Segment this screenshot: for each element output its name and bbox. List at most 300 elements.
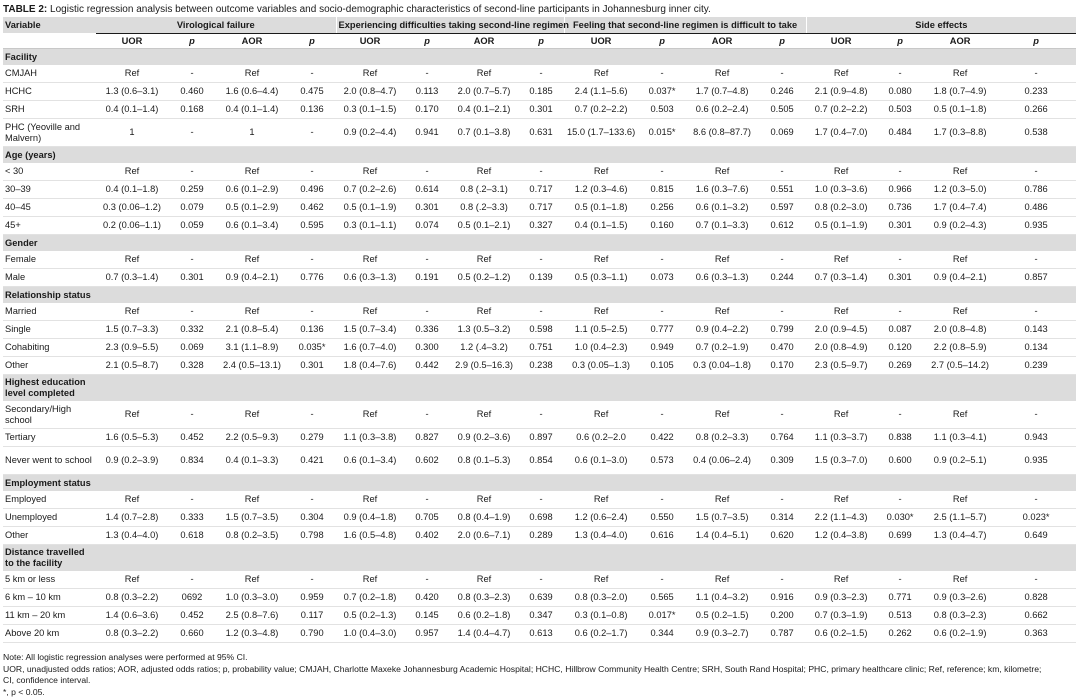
- p-value-cell: -: [638, 401, 686, 429]
- row-label: Unemployed: [3, 509, 96, 527]
- p-value-cell: 0.503: [876, 101, 924, 119]
- p-value-cell: 0.959: [288, 589, 336, 607]
- p-value-cell: -: [404, 571, 450, 589]
- table-notes: [3, 652, 1076, 698]
- p-value-cell: 0.309: [758, 447, 806, 475]
- p-value-cell: 0.256: [638, 199, 686, 217]
- odds-ratio-cell: 0.9 (0.4–1.8): [336, 509, 404, 527]
- odds-ratio-cell: 0.9 (0.4–2.2): [686, 321, 758, 339]
- table-row: [3, 589, 1076, 607]
- note-significance: *, p < 0.05.: [3, 687, 1076, 698]
- row-label: Female: [3, 251, 96, 269]
- p-value-cell: 0.484: [876, 119, 924, 147]
- table-caption: [3, 3, 1076, 17]
- odds-ratio-cell: 0.6 (0.1–2.9): [216, 181, 288, 199]
- p-value-cell: 0.145: [404, 607, 450, 625]
- p-value-cell: -: [996, 65, 1076, 83]
- note-ci: Note: All logistic regression analyses were performed at 95% CI.: [3, 652, 1076, 664]
- p-value-cell: 0.344: [638, 625, 686, 643]
- p-value-cell: 0.660: [168, 625, 216, 643]
- p-value-cell: 0.301: [876, 269, 924, 287]
- odds-ratio-cell: 0.8 (0.3–2.0): [564, 589, 638, 607]
- odds-ratio-cell: 2.0 (0.6–7.1): [450, 527, 518, 545]
- p-value-cell: -: [518, 65, 564, 83]
- p-value-cell: 0.551: [758, 181, 806, 199]
- odds-ratio-cell: 2.0 (0.7–5.7): [450, 83, 518, 101]
- odds-ratio-cell: 0.8 (0.2–3.5): [216, 527, 288, 545]
- odds-ratio-cell: 0.6 (0.1–3.2): [686, 199, 758, 217]
- p-value-cell: 0.949: [638, 339, 686, 357]
- table-row: [3, 357, 1076, 375]
- odds-ratio-cell: 0.2 (0.06–1.1): [96, 217, 168, 235]
- odds-ratio-cell: Ref: [450, 163, 518, 181]
- odds-ratio-cell: Ref: [216, 401, 288, 429]
- p-value-cell: 0.239: [996, 357, 1076, 375]
- table-row: [3, 119, 1076, 147]
- odds-ratio-cell: 1.0 (0.4–3.0): [336, 625, 404, 643]
- p-value-cell: -: [758, 571, 806, 589]
- odds-ratio-cell: 1.6 (0.5–4.8): [336, 527, 404, 545]
- p-value-cell: -: [996, 303, 1076, 321]
- p-value-cell: 0.966: [876, 181, 924, 199]
- p-value-cell: 0.513: [876, 607, 924, 625]
- odds-ratio-cell: 1.8 (0.4–7.6): [336, 357, 404, 375]
- p-value-cell: 0.328: [168, 357, 216, 375]
- odds-ratio-cell: 0.8 (0.3–2.2): [96, 625, 168, 643]
- p-value-cell: 0.935: [996, 217, 1076, 235]
- odds-ratio-cell: 0.7 (0.2–1.9): [686, 339, 758, 357]
- p-value-cell: 0.304: [288, 509, 336, 527]
- p-value-cell: -: [638, 571, 686, 589]
- p-value-cell: -: [996, 163, 1076, 181]
- odds-ratio-cell: Ref: [806, 251, 876, 269]
- odds-ratio-cell: 1.4 (0.4–5.1): [686, 527, 758, 545]
- p-value-cell: -: [518, 251, 564, 269]
- odds-ratio-cell: Ref: [924, 571, 996, 589]
- p-value-cell: 0.266: [996, 101, 1076, 119]
- p-value-cell: 0.069: [758, 119, 806, 147]
- p-value-cell: -: [876, 251, 924, 269]
- p-value-cell: -: [876, 571, 924, 589]
- p-value-cell: 0.935: [996, 447, 1076, 475]
- odds-ratio-cell: 1.2 (0.3–4.8): [216, 625, 288, 643]
- odds-ratio-cell: Ref: [806, 401, 876, 429]
- row-label: HCHC: [3, 83, 96, 101]
- p-value-cell: 0.957: [404, 625, 450, 643]
- row-label: Never went to school: [3, 447, 96, 475]
- table-row: [3, 401, 1076, 429]
- odds-ratio-cell: 2.5 (1.1–5.7): [924, 509, 996, 527]
- regression-table: [3, 17, 1076, 643]
- odds-ratio-cell: 0.7 (0.3–1.4): [806, 269, 876, 287]
- section-title-text: Highest education level completed: [5, 377, 95, 399]
- odds-ratio-cell: 2.2 (0.8–5.9): [924, 339, 996, 357]
- odds-ratio-cell: 1.0 (0.3–3.0): [216, 589, 288, 607]
- odds-ratio-cell: 0.9 (0.2–4.3): [924, 217, 996, 235]
- odds-ratio-cell: 0.4 (0.1–1.5): [564, 217, 638, 235]
- p-value-cell: 0.170: [758, 357, 806, 375]
- p-value-cell: -: [758, 163, 806, 181]
- odds-ratio-cell: 1.2 (0.3–4.6): [564, 181, 638, 199]
- p-value-cell: 0.612: [758, 217, 806, 235]
- group-header-experiencing-difficulties: Experiencing difficulties taking second-line regimen: [336, 17, 564, 34]
- odds-ratio-cell: 0.6 (0.1–3.4): [336, 447, 404, 475]
- odds-ratio-cell: 0.5 (0.1–2.1): [450, 217, 518, 235]
- p-value-cell: -: [758, 401, 806, 429]
- section-header-row: [3, 235, 1076, 252]
- odds-ratio-cell: 0.5 (0.2–1.2): [450, 269, 518, 287]
- table-row: [3, 321, 1076, 339]
- subcolumn-header-uor: UOR: [564, 34, 638, 49]
- p-value-cell: 0.764: [758, 429, 806, 447]
- odds-ratio-cell: 1.6 (0.5–5.3): [96, 429, 168, 447]
- odds-ratio-cell: 1.4 (0.6–3.6): [96, 607, 168, 625]
- odds-ratio-cell: 1.6 (0.6–4.4): [216, 83, 288, 101]
- row-label: 5 km or less: [3, 571, 96, 589]
- odds-ratio-cell: 0.7 (0.1–3.3): [686, 217, 758, 235]
- table-row: [3, 607, 1076, 625]
- odds-ratio-cell: 2.5 (0.8–7.6): [216, 607, 288, 625]
- p-value-cell: -: [758, 65, 806, 83]
- table-row: [3, 303, 1076, 321]
- odds-ratio-cell: 1.0 (0.3–3.6): [806, 181, 876, 199]
- group-header-row: [3, 17, 1076, 34]
- odds-ratio-cell: 0.8 (0.2–3.3): [686, 429, 758, 447]
- p-value-cell: 0.269: [876, 357, 924, 375]
- odds-ratio-cell: 0.6 (0.2–1.8): [450, 607, 518, 625]
- group-header-feeling-difficult: Feeling that second-line regimen is difficult to take: [564, 17, 806, 34]
- p-value-cell: 0.023*: [996, 509, 1076, 527]
- odds-ratio-cell: 0.6 (0.1–3.4): [216, 217, 288, 235]
- odds-ratio-cell: 1.5 (0.7–3.4): [336, 321, 404, 339]
- p-value-cell: -: [758, 303, 806, 321]
- odds-ratio-cell: 2.0 (0.8–4.9): [806, 339, 876, 357]
- p-value-cell: 0.333: [168, 509, 216, 527]
- odds-ratio-cell: Ref: [686, 401, 758, 429]
- odds-ratio-cell: 1.2 (.4–3.2): [450, 339, 518, 357]
- p-value-cell: -: [518, 571, 564, 589]
- odds-ratio-cell: Ref: [686, 163, 758, 181]
- odds-ratio-cell: 1: [216, 119, 288, 147]
- section-title-text: Distance travelled to the facility: [5, 547, 95, 569]
- p-value-cell: 0.705: [404, 509, 450, 527]
- p-value-cell: 0.620: [758, 527, 806, 545]
- p-value-cell: 0.505: [758, 101, 806, 119]
- odds-ratio-cell: 0.5 (0.1–1.9): [806, 217, 876, 235]
- p-value-cell: 0.301: [168, 269, 216, 287]
- p-value-cell: 0.279: [288, 429, 336, 447]
- row-label: Male: [3, 269, 96, 287]
- p-value-cell: 0.631: [518, 119, 564, 147]
- odds-ratio-cell: Ref: [216, 65, 288, 83]
- odds-ratio-cell: 1.0 (0.4–2.3): [564, 339, 638, 357]
- p-value-cell: -: [758, 491, 806, 509]
- odds-ratio-cell: Ref: [924, 401, 996, 429]
- p-value-cell: 0.941: [404, 119, 450, 147]
- odds-ratio-cell: 0.9 (0.2–3.9): [96, 447, 168, 475]
- section-title: [3, 545, 1076, 572]
- p-value-cell: 0.897: [518, 429, 564, 447]
- p-value-cell: 0.854: [518, 447, 564, 475]
- odds-ratio-cell: 1.3 (0.4–4.0): [96, 527, 168, 545]
- p-value-cell: 0692: [168, 589, 216, 607]
- section-header-row: [3, 147, 1076, 164]
- p-value-cell: 0.015*: [638, 119, 686, 147]
- table-row: [3, 101, 1076, 119]
- p-value-cell: 0.717: [518, 181, 564, 199]
- subcolumn-header-aor: AOR: [450, 34, 518, 49]
- odds-ratio-cell: Ref: [450, 401, 518, 429]
- p-value-cell: 0.838: [876, 429, 924, 447]
- odds-ratio-cell: 0.3 (0.1–0.8): [564, 607, 638, 625]
- odds-ratio-cell: 2.2 (0.5–9.3): [216, 429, 288, 447]
- p-value-cell: 0.168: [168, 101, 216, 119]
- p-value-cell: -: [518, 163, 564, 181]
- odds-ratio-cell: Ref: [216, 163, 288, 181]
- odds-ratio-cell: 2.0 (0.9–4.5): [806, 321, 876, 339]
- note-abbreviations-cont: CI, confidence interval.: [3, 675, 1076, 687]
- p-value-cell: -: [404, 251, 450, 269]
- odds-ratio-cell: 1.7 (0.3–8.8): [924, 119, 996, 147]
- p-value-cell: 0.301: [404, 199, 450, 217]
- p-value-cell: 0.486: [996, 199, 1076, 217]
- p-value-cell: 0.301: [876, 217, 924, 235]
- p-value-cell: 0.462: [288, 199, 336, 217]
- odds-ratio-cell: Ref: [686, 303, 758, 321]
- table-row: [3, 83, 1076, 101]
- row-label: 11 km – 20 km: [3, 607, 96, 625]
- odds-ratio-cell: 1.1 (0.5–2.5): [564, 321, 638, 339]
- p-value-cell: 0.314: [758, 509, 806, 527]
- odds-ratio-cell: Ref: [686, 251, 758, 269]
- odds-ratio-cell: 0.7 (0.3–1.9): [806, 607, 876, 625]
- p-value-cell: 0.600: [876, 447, 924, 475]
- odds-ratio-cell: 8.6 (0.8–87.7): [686, 119, 758, 147]
- p-value-cell: 0.460: [168, 83, 216, 101]
- p-value-cell: -: [518, 401, 564, 429]
- odds-ratio-cell: 0.7 (0.2–1.8): [336, 589, 404, 607]
- p-value-cell: -: [168, 303, 216, 321]
- p-value-cell: 0.037*: [638, 83, 686, 101]
- odds-ratio-cell: Ref: [336, 401, 404, 429]
- p-value-cell: 0.699: [876, 527, 924, 545]
- odds-ratio-cell: 1.1 (0.3–4.1): [924, 429, 996, 447]
- p-value-cell: 0.017*: [638, 607, 686, 625]
- odds-ratio-cell: 1.2 (0.6–2.4): [564, 509, 638, 527]
- row-label: CMJAH: [3, 65, 96, 83]
- odds-ratio-cell: 1.5 (0.7–3.5): [216, 509, 288, 527]
- p-value-cell: 0.550: [638, 509, 686, 527]
- odds-ratio-cell: Ref: [924, 251, 996, 269]
- table-row: [3, 625, 1076, 643]
- p-value-cell: 0.074: [404, 217, 450, 235]
- odds-ratio-cell: 1.3 (0.6–3.1): [96, 83, 168, 101]
- p-value-cell: -: [876, 303, 924, 321]
- odds-ratio-cell: Ref: [924, 303, 996, 321]
- odds-ratio-cell: 2.1 (0.5–8.7): [96, 357, 168, 375]
- odds-ratio-cell: 1.3 (0.4–4.7): [924, 527, 996, 545]
- p-value-cell: 0.452: [168, 607, 216, 625]
- odds-ratio-cell: Ref: [924, 491, 996, 509]
- odds-ratio-cell: 0.4 (0.1–1.4): [96, 101, 168, 119]
- p-value-cell: 0.496: [288, 181, 336, 199]
- p-value-cell: 0.698: [518, 509, 564, 527]
- odds-ratio-cell: 1.5 (0.7–3.3): [96, 321, 168, 339]
- odds-ratio-cell: Ref: [686, 65, 758, 83]
- odds-ratio-cell: 1.2 (0.3–5.0): [924, 181, 996, 199]
- odds-ratio-cell: 0.7 (0.2–2.2): [806, 101, 876, 119]
- odds-ratio-cell: 2.3 (0.5–9.7): [806, 357, 876, 375]
- p-value-cell: -: [288, 251, 336, 269]
- odds-ratio-cell: 0.9 (0.3–2.3): [806, 589, 876, 607]
- odds-ratio-cell: 0.5 (0.1–1.9): [336, 199, 404, 217]
- p-value-cell: 0.244: [758, 269, 806, 287]
- odds-ratio-cell: Ref: [96, 401, 168, 429]
- subcolumn-header-aor: AOR: [924, 34, 996, 49]
- odds-ratio-cell: 2.4 (1.1–5.6): [564, 83, 638, 101]
- odds-ratio-cell: Ref: [564, 571, 638, 589]
- odds-ratio-cell: 0.5 (0.1–2.9): [216, 199, 288, 217]
- p-value-cell: 0.200: [758, 607, 806, 625]
- table-row: [3, 181, 1076, 199]
- odds-ratio-cell: Ref: [686, 491, 758, 509]
- p-value-cell: 0.834: [168, 447, 216, 475]
- odds-ratio-cell: 0.3 (0.1–1.1): [336, 217, 404, 235]
- odds-ratio-cell: 2.9 (0.5–16.3): [450, 357, 518, 375]
- odds-ratio-cell: 2.2 (1.1–4.3): [806, 509, 876, 527]
- p-value-cell: 0.503: [638, 101, 686, 119]
- odds-ratio-cell: 0.4 (0.06–2.4): [686, 447, 758, 475]
- p-value-cell: 0.538: [996, 119, 1076, 147]
- row-label: PHC (Yeoville and Malvern): [3, 119, 96, 147]
- odds-ratio-cell: Ref: [96, 303, 168, 321]
- p-value-cell: 0.117: [288, 607, 336, 625]
- p-value-cell: -: [518, 491, 564, 509]
- section-header-row: [3, 475, 1076, 492]
- odds-ratio-cell: Ref: [96, 491, 168, 509]
- subcolumn-header-p: p: [404, 34, 450, 49]
- odds-ratio-cell: 0.5 (0.1–1.8): [924, 101, 996, 119]
- table-row: [3, 571, 1076, 589]
- subcolumn-header-blank: [3, 34, 96, 49]
- odds-ratio-cell: Ref: [450, 303, 518, 321]
- odds-ratio-cell: 2.1 (0.9–4.8): [806, 83, 876, 101]
- odds-ratio-cell: Ref: [686, 571, 758, 589]
- p-value-cell: 0.301: [518, 101, 564, 119]
- table-row: [3, 491, 1076, 509]
- odds-ratio-cell: Ref: [216, 303, 288, 321]
- odds-ratio-cell: 0.4 (0.1–3.3): [216, 447, 288, 475]
- p-value-cell: 0.134: [996, 339, 1076, 357]
- odds-ratio-cell: Ref: [450, 571, 518, 589]
- odds-ratio-cell: Ref: [564, 163, 638, 181]
- odds-ratio-cell: 2.0 (0.8–4.7): [336, 83, 404, 101]
- p-value-cell: -: [638, 163, 686, 181]
- table-row: [3, 429, 1076, 447]
- odds-ratio-cell: Ref: [564, 65, 638, 83]
- section-header-row: [3, 287, 1076, 304]
- subcolumn-header-p: p: [876, 34, 924, 49]
- table-row: [3, 163, 1076, 181]
- odds-ratio-cell: 1.3 (0.4–4.0): [564, 527, 638, 545]
- subcolumn-header-uor: UOR: [806, 34, 876, 49]
- odds-ratio-cell: 1.1 (0.3–3.7): [806, 429, 876, 447]
- odds-ratio-cell: 0.7 (0.1–3.8): [450, 119, 518, 147]
- odds-ratio-cell: 0.5 (0.1–1.8): [564, 199, 638, 217]
- odds-ratio-cell: 1.7 (0.4–7.4): [924, 199, 996, 217]
- odds-ratio-cell: 1.4 (0.4–4.7): [450, 625, 518, 643]
- p-value-cell: 0.442: [404, 357, 450, 375]
- odds-ratio-cell: 1.5 (0.7–3.5): [686, 509, 758, 527]
- p-value-cell: 0.233: [996, 83, 1076, 101]
- p-value-cell: -: [168, 163, 216, 181]
- p-value-cell: 0.565: [638, 589, 686, 607]
- p-value-cell: -: [876, 163, 924, 181]
- group-header-virological-failure: Virological failure: [96, 17, 336, 34]
- odds-ratio-cell: Ref: [450, 251, 518, 269]
- table-caption-text: Logistic regression analysis between outcome variables and socio-demographic characteristics of second-line participants in Johannesburg inner city.: [47, 4, 711, 15]
- odds-ratio-cell: 0.7 (0.2–2.2): [564, 101, 638, 119]
- odds-ratio-cell: 0.8 (0.1–5.3): [450, 447, 518, 475]
- odds-ratio-cell: Ref: [216, 251, 288, 269]
- p-value-cell: 0.421: [288, 447, 336, 475]
- odds-ratio-cell: 0.8 (0.4–1.9): [450, 509, 518, 527]
- odds-ratio-cell: 0.8 (0.2–3.0): [806, 199, 876, 217]
- variable-header: Variable: [3, 17, 96, 34]
- p-value-cell: 0.030*: [876, 509, 924, 527]
- table-caption-label: TABLE 2:: [3, 4, 47, 15]
- odds-ratio-cell: 0.8 (.2–3.3): [450, 199, 518, 217]
- odds-ratio-cell: 0.3 (0.04–1.8): [686, 357, 758, 375]
- p-value-cell: 0.616: [638, 527, 686, 545]
- odds-ratio-cell: 1.7 (0.4–7.0): [806, 119, 876, 147]
- p-value-cell: -: [288, 571, 336, 589]
- p-value-cell: 0.420: [404, 589, 450, 607]
- p-value-cell: 0.105: [638, 357, 686, 375]
- p-value-cell: 0.238: [518, 357, 564, 375]
- table-row: [3, 65, 1076, 83]
- p-value-cell: 0.916: [758, 589, 806, 607]
- p-value-cell: 0.363: [996, 625, 1076, 643]
- odds-ratio-cell: Ref: [96, 571, 168, 589]
- odds-ratio-cell: 0.7 (0.2–2.6): [336, 181, 404, 199]
- p-value-cell: -: [404, 491, 450, 509]
- row-label: Married: [3, 303, 96, 321]
- odds-ratio-cell: Ref: [336, 65, 404, 83]
- p-value-cell: -: [404, 65, 450, 83]
- odds-ratio-cell: 0.6 (0.2–1.5): [806, 625, 876, 643]
- p-value-cell: 0.136: [288, 321, 336, 339]
- odds-ratio-cell: 0.9 (0.4–2.1): [216, 269, 288, 287]
- p-value-cell: 0.259: [168, 181, 216, 199]
- p-value-cell: 0.402: [404, 527, 450, 545]
- odds-ratio-cell: Ref: [924, 163, 996, 181]
- p-value-cell: 0.475: [288, 83, 336, 101]
- p-value-cell: 0.035*: [288, 339, 336, 357]
- odds-ratio-cell: 0.8 (0.3–2.2): [96, 589, 168, 607]
- p-value-cell: 0.136: [288, 101, 336, 119]
- odds-ratio-cell: 0.6 (0.2–1.7): [564, 625, 638, 643]
- row-label: 40–45: [3, 199, 96, 217]
- table-row: [3, 447, 1076, 475]
- p-value-cell: -: [168, 491, 216, 509]
- section-title: Relationship status: [3, 287, 1076, 304]
- subcolumn-header-p: p: [288, 34, 336, 49]
- p-value-cell: 0.191: [404, 269, 450, 287]
- p-value-cell: -: [288, 303, 336, 321]
- p-value-cell: -: [288, 163, 336, 181]
- row-label: Other: [3, 527, 96, 545]
